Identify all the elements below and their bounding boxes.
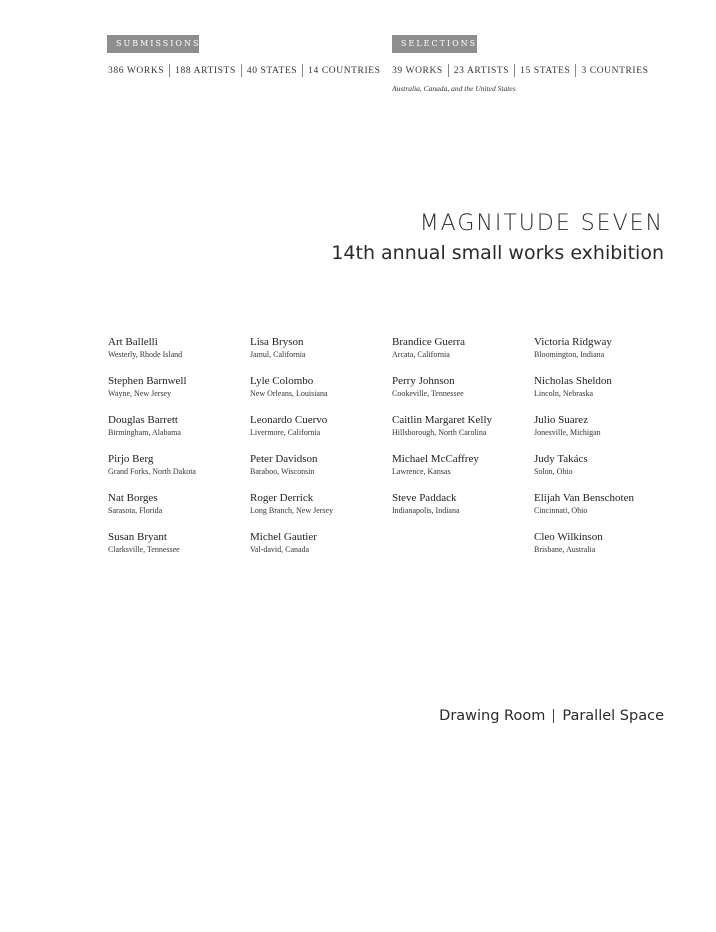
artist-name: Michael McCaffrey xyxy=(392,453,479,465)
artist-name: Lyle Colombo xyxy=(250,375,314,387)
artist-entry xyxy=(250,375,392,414)
artist-location: Wayne, New Jersey xyxy=(108,389,172,398)
artist-location: Westerly, Rhode Island xyxy=(108,350,183,359)
artist-entry xyxy=(108,531,250,570)
artist-location: Lincoln, Nebraska xyxy=(534,389,594,398)
artist-name: Cleo Wilkinson xyxy=(534,531,603,543)
artist-entry xyxy=(534,531,684,570)
artist-location: Sarasota, Florida xyxy=(108,506,163,515)
artist-name: Stephen Barnwell xyxy=(108,375,187,387)
artist-location: New Orleans, Louisiana xyxy=(250,389,328,398)
selections-label: SELECTIONS xyxy=(392,35,477,53)
page-title: MAGNITUDE SEVEN xyxy=(419,211,664,236)
artist-list xyxy=(108,336,684,570)
artist-name: Perry Johnson xyxy=(392,375,455,387)
artist-entry xyxy=(250,453,392,492)
artist-entry xyxy=(108,375,250,414)
artist-name: Douglas Barrett xyxy=(108,414,178,426)
artist-entry xyxy=(108,336,250,375)
artist-entry xyxy=(392,453,534,492)
artist-name: Susan Bryant xyxy=(108,531,167,543)
artist-location: Grand Forks, North Dakota xyxy=(108,467,196,476)
artist-name: Steve Paddack xyxy=(392,492,457,504)
venue-drawing-room: Drawing Room xyxy=(439,708,546,724)
page-subtitle: 14th annual small works exhibition xyxy=(331,242,664,264)
artist-name: Victoria Ridgway xyxy=(534,336,612,348)
submissions-works: 386 WORKS xyxy=(108,65,165,76)
artist-entry xyxy=(250,531,392,570)
artist-entry xyxy=(534,336,684,375)
artist-location: Solon, Ohio xyxy=(534,467,573,476)
artist-location: Bloomington, Indiana xyxy=(534,350,605,359)
artist-entry xyxy=(108,414,250,453)
artist-entry xyxy=(108,492,250,531)
artist-location: Jonesville, Michigan xyxy=(534,428,601,437)
selections-stats xyxy=(392,64,649,77)
artist-location: Birmingham, Alabama xyxy=(108,428,181,437)
artist-entry xyxy=(534,414,684,453)
artist-location: Cookeville, Tennessee xyxy=(392,389,464,398)
artist-location: Clarksville, Tennessee xyxy=(108,545,180,554)
artist-location: Val-david, Canada xyxy=(250,545,310,554)
artist-entry xyxy=(534,492,684,531)
artist-entry xyxy=(534,453,684,492)
artist-entry xyxy=(392,375,534,414)
selections-states: 15 STATES xyxy=(520,65,571,76)
artist-entry xyxy=(392,492,534,531)
artist-name: Caitlin Margaret Kelly xyxy=(392,414,492,426)
artist-location: Lawrence, Kansas xyxy=(392,467,451,476)
submissions-countries: 14 COUNTRIES xyxy=(308,65,381,76)
divider xyxy=(553,709,554,723)
artist-location: Brisbane, Australia xyxy=(534,545,596,554)
artist-entry xyxy=(108,453,250,492)
submissions-artists: 188 ARTISTS xyxy=(175,65,236,76)
artist-location: Arcata, California xyxy=(392,350,450,359)
submissions-stats xyxy=(108,64,381,77)
submissions-label: SUBMISSIONS xyxy=(107,35,199,53)
artist-name: Michel Gautier xyxy=(250,531,317,543)
artist-name: Elijah Van Benschoten xyxy=(534,492,634,504)
artist-location: Jamul, California xyxy=(250,350,306,359)
artist-name: Leonardo Cuervo xyxy=(250,414,328,426)
artist-entry xyxy=(534,375,684,414)
artist-entry xyxy=(392,336,534,375)
artist-name: Lisa Bryson xyxy=(250,336,304,348)
artist-entry xyxy=(250,414,392,453)
artist-name: Nicholas Sheldon xyxy=(534,375,612,387)
divider xyxy=(448,64,449,77)
selections-countries-note: Australia, Canada, and the United States xyxy=(392,84,516,93)
artist-name: Judy Takács xyxy=(534,453,588,465)
artist-name: Brandice Guerra xyxy=(392,336,465,348)
artist-name: Pirjo Berg xyxy=(108,453,154,465)
divider xyxy=(302,64,303,77)
divider xyxy=(575,64,576,77)
artist-entry xyxy=(392,414,534,453)
artist-location: Long Branch, New Jersey xyxy=(250,506,334,515)
divider xyxy=(241,64,242,77)
venue-footer xyxy=(439,708,664,724)
divider xyxy=(514,64,515,77)
submissions-states: 40 STATES xyxy=(246,65,298,76)
artist-name: Roger Derrick xyxy=(250,492,314,504)
selections-works: 39 WORKS xyxy=(392,65,443,76)
divider xyxy=(169,64,170,77)
artist-location: Baraboo, Wisconsin xyxy=(250,467,315,476)
artist-location: Livermore, California xyxy=(250,428,321,437)
venue-parallel-space: Parallel Space xyxy=(562,708,664,724)
artist-entry xyxy=(250,336,392,375)
artist-entry xyxy=(250,492,392,531)
artist-name: Nat Borges xyxy=(108,492,158,504)
artist-location: Cincinnati, Ohio xyxy=(534,506,588,515)
selections-artists: 23 ARTISTS xyxy=(453,65,510,76)
selections-countries: 3 COUNTRIES xyxy=(581,65,649,76)
artist-location: Indianapolis, Indiana xyxy=(392,506,460,515)
artist-name: Julio Suarez xyxy=(534,414,589,426)
artist-name: Peter Davidson xyxy=(250,453,318,465)
artist-name: Art Ballelli xyxy=(108,336,158,348)
artist-location: Hillsborough, North Carolina xyxy=(392,428,487,437)
